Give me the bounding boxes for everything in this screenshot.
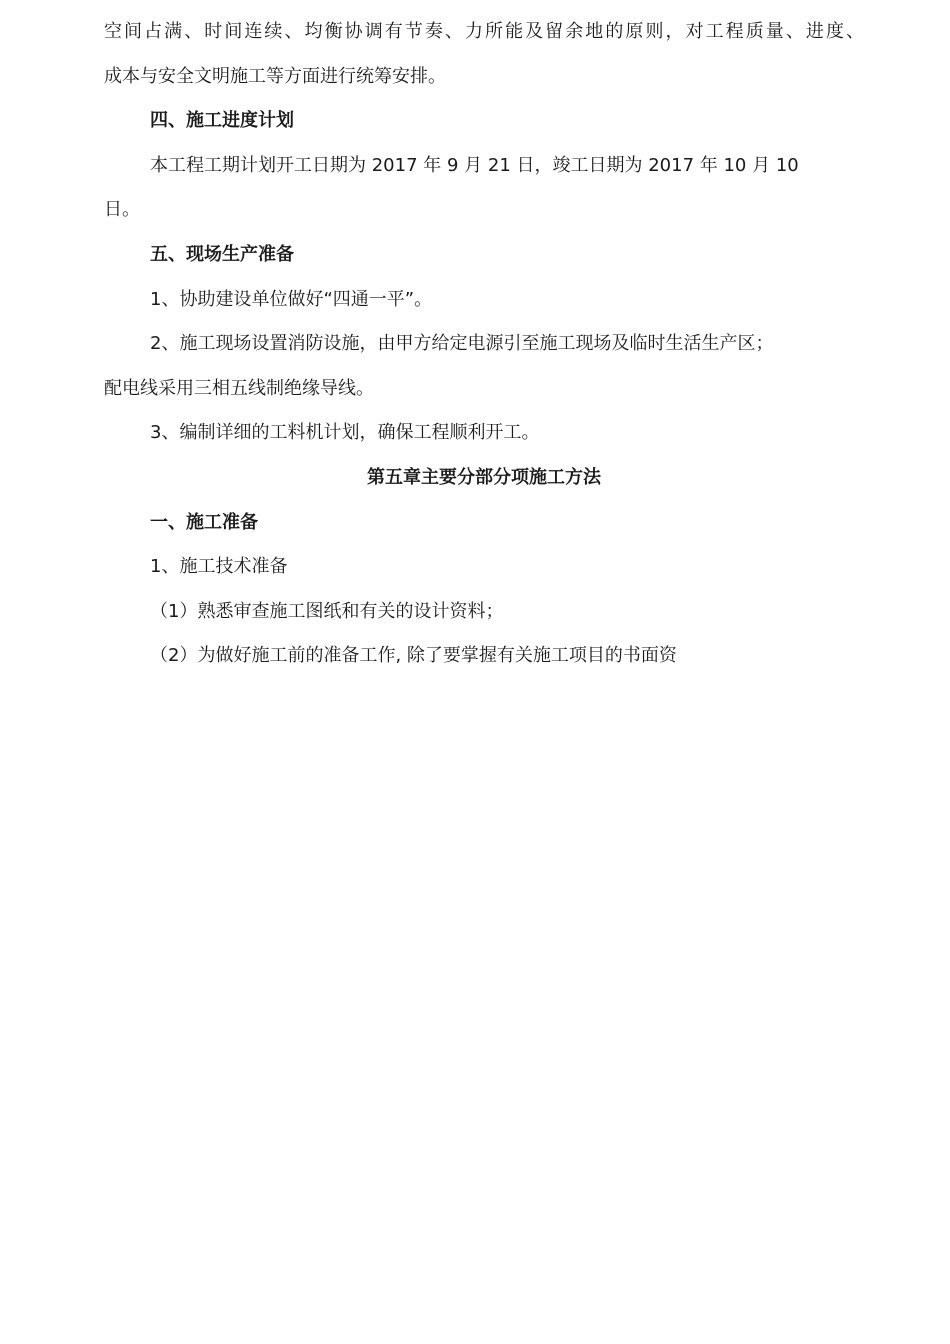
chapter-title: 第五章主要分部分项施工方法 bbox=[367, 466, 601, 488]
section-heading-construction-preparation: 一、施工准备 bbox=[150, 511, 258, 533]
schedule-paragraph-line-2: 日。 bbox=[104, 199, 140, 221]
subsection-technical-preparation: 1、施工技术准备 bbox=[150, 556, 288, 578]
schedule-paragraph-line-1: 本工程工期计划开工日期为 2017 年 9 月 21 日，竣工日期为 2017 年 10 月 10 bbox=[150, 154, 799, 176]
document-body bbox=[104, 10, 864, 679]
site-preparation-item-2-line-2: 配电线采用三相五线制绝缘导线。 bbox=[104, 377, 374, 399]
technical-preparation-item-1: （1）熟悉审查施工图纸和有关的设计资料； bbox=[150, 600, 504, 622]
principle-paragraph-line-1: 空间占满、时间连续、均衡协调有节奏、力所能及留余地的原则，对工程质量、进度、 bbox=[104, 21, 864, 42]
site-preparation-item-1: 1、协助建设单位做好“四通一平”。 bbox=[150, 288, 433, 310]
technical-preparation-item-2: （2）为做好施工前的准备工作, 除了要掌握有关施工项目的书面资 bbox=[150, 645, 677, 667]
site-preparation-item-3: 3、编制详细的工料机计划，确保工程顺利开工。 bbox=[150, 422, 540, 444]
principle-paragraph-line-2: 成本与安全文明施工等方面进行统筹安排。 bbox=[104, 65, 446, 87]
section-heading-schedule: 四、施工进度计划 bbox=[150, 110, 294, 132]
section-heading-site-preparation: 五、现场生产准备 bbox=[150, 243, 294, 265]
site-preparation-item-2-line-1: 2、施工现场设置消防设施，由甲方给定电源引至施工现场及临时生活生产区； bbox=[150, 333, 774, 355]
